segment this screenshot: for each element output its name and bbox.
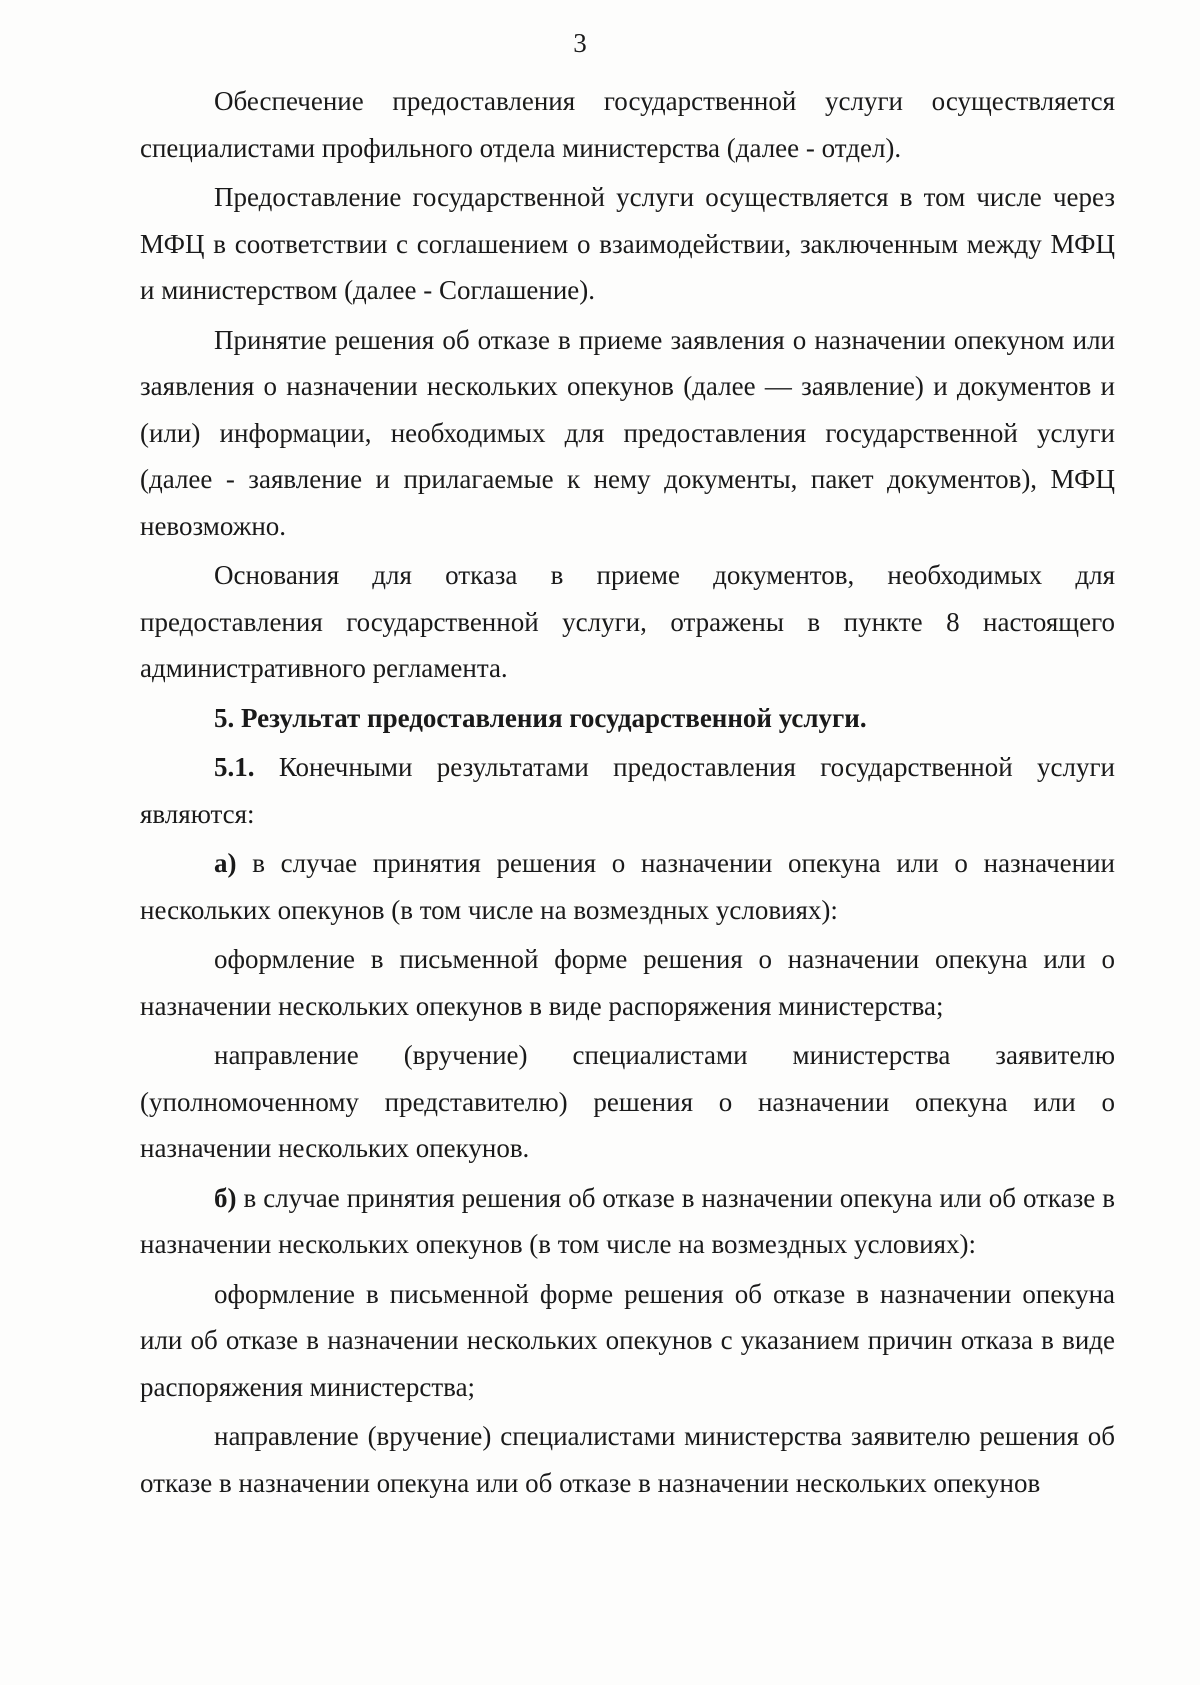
subclause-b <box>140 1175 1115 1268</box>
page-number: 3 <box>573 28 587 58</box>
section-heading: 5. Результат предоставления государственной услуги. <box>214 702 867 733</box>
subclause-letter: б) <box>214 1182 237 1213</box>
subclause-a-item: направление (вручение) специалистами министерства заявителю (уполномоченному представителю) решения о назначении опекуна или о назначении нескольких опекунов. <box>140 1040 1115 1163</box>
clause-5-1 <box>140 744 1115 837</box>
subclause-a-item: оформление в письменной форме решения о назначении опекуна или о назначении нескольких опекунов в виде распоряжения министерства; <box>140 944 1115 1021</box>
subclause-a <box>140 840 1115 933</box>
subclause-text: в случае принятия решения об отказе в назначении опекуна или об отказе в назначении нескольких опекунов (в том числе на возмездных условиях): <box>140 1182 1115 1259</box>
subclause-text: в случае принятия решения о назначении опекуна или о назначении нескольких опекунов (в том числе на возмездных условиях): <box>140 848 1115 925</box>
clause-number: 5.1. <box>214 752 255 782</box>
subclause-letter: а) <box>214 848 237 878</box>
clause-text: Конечными результатами предоставления государственной услуги являются: <box>140 752 1115 829</box>
paragraph: Основания для отказа в приеме документов, необходимых для предоставления государственной услуги, отражены в пункте 8 настоящего административного регламента. <box>140 560 1115 683</box>
document-body <box>140 78 1115 1509</box>
paragraph: Обеспечение предоставления государственной услуги осуществляется специалистами профильного отдела министерства (далее - отдел). <box>140 86 1115 163</box>
subclause-b-item: направление (вручение) специалистами министерства заявителю решения об отказе в назначении опекуна или об отказе в назначении нескольких опекунов <box>140 1421 1115 1498</box>
subclause-b-item: оформление в письменной форме решения об отказе в назначении опекуна или об отказе в назначении нескольких опекунов с указанием причин отказа в виде распоряжения министерства; <box>140 1278 1115 1402</box>
paragraph: Предоставление государственной услуги осуществляется в том числе через МФЦ в соответствии с соглашением о взаимодействии, заключенным между МФЦ и министерством (далее - Соглашение). <box>140 182 1115 305</box>
paragraph: Принятие решения об отказе в приеме заявления о назначении опекуном или заявления о назначении нескольких опекунов (далее — заявление) и документов и (или) информации, необходимых для предоставления государственной услуги (далее - заявление и прилагаемые к нему документы, пакет документов), МФЦ невозможно. <box>140 324 1115 541</box>
